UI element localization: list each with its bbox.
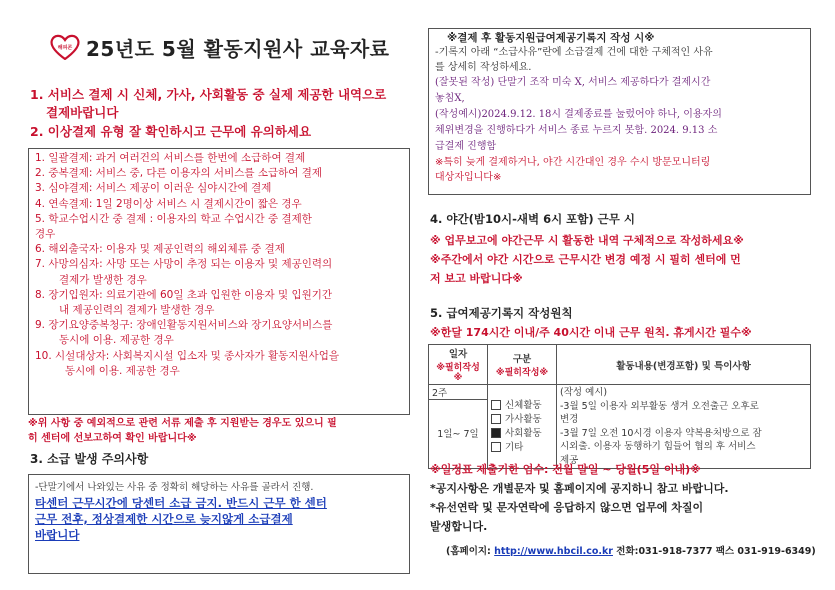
list-item: 결제가 발생한 경우 [59, 273, 147, 286]
record-guide-box [428, 28, 811, 195]
list-item: 7. 사망의심자: 사망 또는 사망이 추정 되는 이용자 및 제공인력의 [35, 258, 333, 271]
list-item: 8. 장기입원자: 의료기관에 60일 초과 입원한 이용자 및 입원기간 [35, 288, 333, 301]
item-2: 2. 이상결제 유형 잘 확인하시고 근무에 유의하세요 [30, 124, 312, 139]
list-item: 동시에 이용. 제공한 경우 [65, 364, 180, 377]
exception-note-1: ※위 사항 중 예외적으로 관련 서류 제출 후 지원받는 경우도 있으니 필 [28, 418, 337, 429]
record-guide-title: ※결제 후 활동지원급여제공기록지 작성 시※ [447, 32, 655, 44]
item-1-cont: 결제바랍니다 [46, 105, 119, 120]
list-item: 경우 [35, 228, 56, 241]
content-cell: (작성 예시) -3월 5일 이용자 외부활동 생겨 오전출근 오후로 변경 -3월 7일 오전 10시경 이용자 약복용처방으로 잠 시외출. 이용자 동행하기 힘들어 협의 후 서비스 제공 [557, 385, 811, 469]
monitoring-note-2: 대상자입니다※ [435, 172, 502, 183]
section-5-note: ※한달 174시간 이내/주 40시간 이내 근무 원칙. 휴게시간 필수※ [430, 326, 752, 339]
type-cell [488, 385, 557, 469]
date-cell: 2주 1일~ 7일 [429, 385, 488, 469]
page-title: 25년도 5월 활동지원사 교육자료 [86, 37, 390, 61]
list-item: 6. 해외출국자: 이용자 및 제공인력의 해외체류 중 결제 [35, 243, 285, 256]
wrong-example-1: (잘못된 작성) 단말기 조작 미숙 X, 서비스 제공하다가 결제시간 [435, 77, 711, 88]
list-item: 4. 연속결제: 1일 2명이상 서비스 시 결제시간이 짧은 경우 [35, 197, 302, 210]
record-example-table [428, 344, 811, 469]
list-item: 동시에 이용. 제공한 경우 [59, 334, 174, 347]
checkbox-checked-icon [491, 428, 501, 438]
type-option-3: 사회활동 [491, 427, 553, 441]
wrong-example-2: 놓침X, [435, 93, 465, 104]
checkbox-icon [491, 442, 501, 452]
item-1: 1. 서비스 결제 시 신체, 가사, 사회활동 중 실제 제공한 내역으로 [30, 87, 387, 102]
retro-note-line-3: 바랍니다 [35, 528, 80, 542]
section-5-title: 5. 급여제공기록지 작성원칙 [430, 306, 573, 320]
good-example-1: (작성예시)2024.9.12. 18시 결제종료를 눌렀어야 하나, 이용자의 [435, 109, 722, 120]
section-4-note-2: ※주간에서 야간 시간으로 근무시간 변경 예정 시 필히 센터에 먼 [430, 253, 741, 266]
record-guide-line-2: 를 상세히 작성하세요. [435, 62, 532, 73]
list-item: 1. 일괄결제: 과거 여러건의 서비스를 한번에 소급하여 결제 [35, 152, 306, 164]
list-item: 5. 학교수업시간 중 결제 : 이용자의 학교 수업시간 중 결제한 [35, 212, 312, 225]
type-option-1: 신체활동 [491, 399, 553, 413]
homepage-link[interactable]: http://www.hbcil.co.kr [494, 546, 613, 557]
monitoring-note-1: ※특히 늦게 결제하거나, 야간 시간대인 경우 수시 방문모니터링 [435, 157, 711, 168]
list-item: 10. 시설대상자: 사회복지시설 입소자 및 종사자가 활동지원사업을 [35, 349, 339, 362]
good-example-2: 체위변경을 진행하다가 서비스 종료 누르지 못함. 2024. 9.13 소 [435, 125, 718, 136]
exception-note-2: 히 센터에 선보고하여 확인 바랍니다※ [28, 433, 197, 444]
section-4-note-3: 저 보고 바랍니다※ [430, 272, 523, 285]
good-example-3: 급결제 진행함 [435, 141, 497, 152]
list-item: 9. 장기요양중복청구: 장애인활동지원서비스와 장기요양서비스를 [35, 319, 333, 332]
checkbox-icon [491, 414, 501, 424]
notice-line-1: *공지사항은 개별문자 및 홈페이지에 공지하니 참고 바랍니다. [430, 482, 729, 495]
abnormal-payment-list [28, 148, 410, 415]
retro-payment-box [28, 474, 410, 574]
list-item: 2. 중복결제: 서비스 중, 다른 이용자의 서비스를 소급하여 결제 [35, 167, 323, 180]
retro-note-line-2: 근무 전후, 정상결제한 시간으로 늦지않게 소급결제 [35, 512, 293, 526]
deadline-note: ※일정표 제출기한 엄수: 전월 말일 ~ 당월(5일 이내)※ [430, 463, 701, 476]
retro-note-line-1: 타센터 근무시간에 당센터 소급 금지. 반드시 근무 한 센터 [35, 496, 327, 510]
logo-text: 해피콘 [57, 45, 73, 51]
section-3-title: 3. 소급 발생 주의사항 [30, 452, 149, 466]
notice-line-3: 발생합니다. [430, 520, 488, 533]
contact-footer: (홈페이지: http://www.hbcil.co.kr 전화:031-918-7377 팩스 031-919-6349) [446, 546, 816, 557]
logo-heart-icon [50, 34, 80, 60]
section-4-note-1: ※ 업무보고에 야간근무 시 활동한 내역 구체적으로 작성하세요※ [430, 234, 744, 247]
type-option-2: 가사활동 [491, 413, 553, 427]
col-content-header: 활동내용(변경포함) 및 특이사항 [557, 345, 811, 385]
col-type-header: 구분 ※필히작성※ [488, 345, 557, 385]
list-item: 3. 심야결제: 서비스 제공이 이러운 심야시간에 결제 [35, 182, 272, 195]
section-4-title: 4. 야간(밤10시-새벽 6시 포함) 근무 시 [430, 212, 635, 226]
record-guide-line-1: -기록지 아래 “소급사유”란에 소급결제 건에 대한 구체적인 사유 [435, 47, 713, 58]
list-item: 내 제공인력의 결제가 발생한 경우 [59, 304, 215, 317]
checkbox-icon [491, 400, 501, 410]
type-option-4: 기타 [491, 441, 553, 455]
col-date-header: 일자 ※필히작성※ [429, 345, 488, 385]
notice-line-2: *유선연락 및 문자연락에 응답하지 않으면 업무에 차질이 [430, 501, 704, 514]
retro-note-small: -단말기에서 나와있는 사유 중 정확히 해당하는 사유를 골라서 진행. [35, 482, 314, 493]
